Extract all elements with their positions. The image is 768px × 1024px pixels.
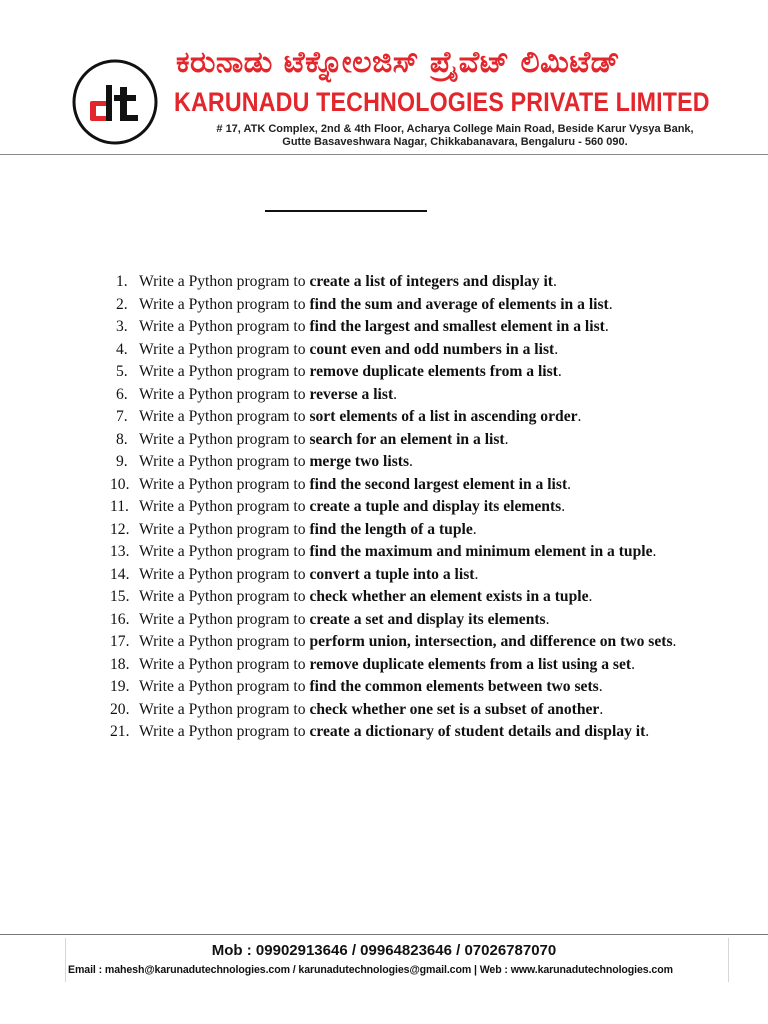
question-prefix: Write a Python program to bbox=[139, 295, 310, 313]
question-number: 7. bbox=[116, 408, 128, 425]
question-suffix: . bbox=[553, 273, 557, 290]
question-topic: remove duplicate elements from a list using a set bbox=[309, 655, 632, 673]
question-number: 9. bbox=[116, 453, 128, 470]
question-suffix: . bbox=[472, 520, 477, 538]
question-topic: reverse a list bbox=[309, 385, 394, 403]
question-prefix: Write a Python program to bbox=[139, 565, 310, 583]
question-prefix: Write a Python program to bbox=[139, 475, 310, 493]
question-topic: create a tuple and display its elements bbox=[309, 498, 562, 515]
question-number: 5. bbox=[116, 363, 128, 380]
question-suffix: . bbox=[598, 678, 603, 695]
question-prefix: Write a Python program to bbox=[139, 385, 310, 403]
question-item bbox=[110, 361, 680, 384]
question-text bbox=[139, 363, 562, 380]
question-prefix: Write a Python program to bbox=[139, 340, 310, 358]
footer-divider bbox=[0, 934, 768, 935]
question-topic: perform union, intersection, and difference on two sets bbox=[309, 633, 673, 650]
question-suffix: . bbox=[588, 588, 593, 605]
question-item bbox=[110, 294, 680, 317]
question-text bbox=[139, 566, 478, 583]
question-topic: create a dictionary of student details and display it bbox=[309, 723, 646, 740]
question-suffix: . bbox=[652, 543, 657, 560]
question-number: 16. bbox=[110, 610, 130, 628]
question-prefix: Write a Python program to bbox=[139, 408, 310, 425]
question-item bbox=[110, 676, 680, 699]
question-prefix: Write a Python program to bbox=[139, 520, 310, 538]
question-text bbox=[139, 386, 397, 403]
question-suffix: . bbox=[504, 430, 509, 448]
question-topic: merge two lists bbox=[309, 453, 410, 470]
question-item bbox=[110, 541, 680, 564]
question-topic: remove duplicate elements from a list bbox=[309, 363, 558, 380]
question-text bbox=[139, 633, 676, 650]
question-text bbox=[139, 611, 550, 628]
header-divider bbox=[0, 154, 768, 155]
question-item bbox=[110, 631, 680, 654]
question-topic: sort elements of a list in ascending order bbox=[309, 408, 578, 425]
question-text bbox=[139, 678, 603, 695]
question-suffix: . bbox=[608, 295, 613, 313]
question-text bbox=[139, 723, 649, 740]
question-item bbox=[110, 451, 680, 474]
question-number: 11. bbox=[110, 498, 129, 515]
question-number: 20. bbox=[110, 700, 130, 718]
question-item bbox=[110, 654, 680, 677]
question-suffix: . bbox=[554, 340, 559, 358]
question-item bbox=[110, 316, 680, 339]
question-list bbox=[110, 271, 680, 744]
question-text bbox=[139, 318, 609, 335]
question-suffix: . bbox=[561, 498, 566, 515]
question-suffix: . bbox=[545, 610, 550, 628]
question-number: 21. bbox=[110, 723, 130, 740]
question-number: 8. bbox=[116, 430, 128, 448]
question-number: 2. bbox=[116, 295, 128, 313]
question-number: 1. bbox=[116, 273, 128, 290]
question-topic: create a list of integers and display it bbox=[309, 273, 553, 290]
company-logo bbox=[72, 59, 158, 145]
question-suffix: . bbox=[393, 385, 398, 403]
question-number: 3. bbox=[116, 318, 128, 335]
company-name-kannada: ಕರುನಾಡು ಟೆಕ್ನೋಲಜಿಸ್ ಪ್ರೈವೆಟ್ ಲಿಮಿಟೆಡ್ bbox=[176, 45, 621, 80]
question-text bbox=[139, 431, 509, 448]
company-name-english: KARUNADU TECHNOLOGIES PRIVATE LIMITED bbox=[174, 87, 710, 117]
question-topic: find the second largest element in a list bbox=[309, 475, 568, 493]
question-number: 17. bbox=[110, 633, 130, 650]
footer-mobile: Mob : 09902913646 / 09964823646 / 07026787070 bbox=[211, 942, 557, 959]
question-item bbox=[110, 474, 680, 497]
question-text bbox=[139, 656, 635, 673]
footer-contact: Email : mahesh@karunadutechnologies.com / karunadutechnologies@gmail.com | Web : www.karunadutechnologies.com bbox=[68, 964, 673, 976]
question-topic: find the common elements between two sets bbox=[309, 678, 599, 695]
question-suffix: . bbox=[672, 633, 677, 650]
question-suffix: . bbox=[567, 475, 572, 493]
question-text bbox=[139, 341, 558, 358]
question-prefix: Write a Python program to bbox=[139, 430, 310, 448]
question-prefix: Write a Python program to bbox=[139, 543, 310, 560]
company-address bbox=[205, 123, 705, 149]
question-text bbox=[139, 273, 557, 290]
question-item bbox=[110, 699, 680, 722]
question-prefix: Write a Python program to bbox=[139, 318, 310, 335]
question-prefix: Write a Python program to bbox=[139, 453, 310, 470]
question-topic: count even and odd numbers in a list bbox=[309, 340, 555, 358]
question-number: 12. bbox=[110, 520, 130, 538]
question-item bbox=[110, 429, 680, 452]
question-prefix: Write a Python program to bbox=[139, 700, 310, 718]
question-topic: check whether one set is a subset of another bbox=[309, 700, 600, 718]
question-text bbox=[139, 588, 592, 605]
question-number: 15. bbox=[110, 588, 130, 605]
question-number: 14. bbox=[110, 565, 130, 583]
question-text bbox=[139, 453, 413, 470]
question-prefix: Write a Python program to bbox=[139, 633, 310, 650]
question-topic: search for an element in a list bbox=[309, 430, 505, 448]
question-topic: check whether an element exists in a tuple bbox=[309, 588, 589, 605]
question-text bbox=[139, 498, 565, 515]
question-suffix: . bbox=[631, 655, 635, 673]
question-suffix: . bbox=[474, 565, 479, 583]
address-line-1: # 17, ATK Complex, 2nd & 4th Floor, Acharya College Main Road, Beside Karur Vysya Bank, bbox=[216, 123, 694, 135]
question-prefix: Write a Python program to bbox=[139, 588, 310, 605]
question-item bbox=[110, 384, 680, 407]
question-topic: convert a tuple into a list bbox=[309, 565, 475, 583]
question-prefix: Write a Python program to bbox=[139, 678, 310, 695]
question-suffix: . bbox=[557, 363, 562, 380]
question-number: 10. bbox=[110, 475, 130, 493]
question-number: 19. bbox=[110, 678, 130, 695]
question-topic: find the largest and smallest element in a list bbox=[309, 318, 605, 335]
question-item bbox=[110, 586, 680, 609]
question-item bbox=[110, 339, 680, 362]
question-prefix: Write a Python program to bbox=[139, 655, 310, 673]
question-item bbox=[110, 721, 680, 744]
question-topic: find the length of a tuple bbox=[309, 520, 473, 538]
question-prefix: Write a Python program to bbox=[139, 273, 310, 290]
question-topic: create a set and display its elements bbox=[309, 610, 546, 628]
address-line-2: Gutte Basaveshwara Nagar, Chikkabanavara, Bengaluru - 560 090. bbox=[282, 136, 628, 148]
question-suffix: . bbox=[409, 453, 413, 470]
question-text bbox=[139, 701, 603, 718]
question-text bbox=[139, 296, 613, 313]
question-prefix: Write a Python program to bbox=[139, 610, 310, 628]
question-suffix: . bbox=[604, 318, 609, 335]
question-number: 18. bbox=[110, 655, 130, 673]
question-prefix: Write a Python program to bbox=[139, 723, 310, 740]
question-item bbox=[110, 519, 680, 542]
question-suffix: . bbox=[645, 723, 650, 740]
question-suffix: . bbox=[599, 700, 604, 718]
title-underline bbox=[265, 210, 427, 212]
question-number: 6. bbox=[116, 385, 128, 403]
question-item bbox=[110, 271, 680, 294]
question-text bbox=[139, 476, 571, 493]
question-item bbox=[110, 564, 680, 587]
question-item bbox=[110, 609, 680, 632]
question-text bbox=[139, 408, 581, 425]
question-prefix: Write a Python program to bbox=[139, 498, 310, 515]
question-topic: find the sum and average of elements in a list bbox=[309, 295, 609, 313]
question-item bbox=[110, 496, 680, 519]
question-topic: find the maximum and minimum element in a tuple bbox=[309, 543, 653, 560]
question-prefix: Write a Python program to bbox=[139, 363, 310, 380]
question-number: 13. bbox=[110, 543, 130, 560]
question-item bbox=[110, 406, 680, 429]
question-text bbox=[139, 521, 477, 538]
question-number: 4. bbox=[116, 340, 128, 358]
question-suffix: . bbox=[577, 408, 582, 425]
question-text bbox=[139, 543, 656, 560]
